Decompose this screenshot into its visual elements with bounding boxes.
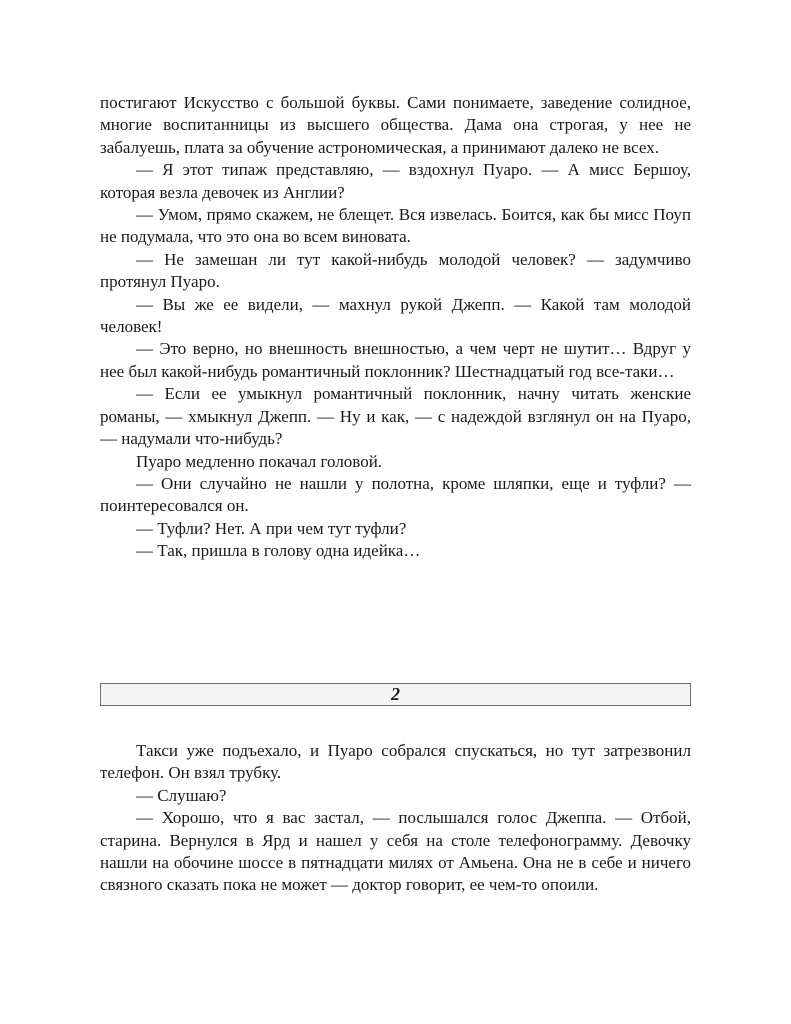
paragraph: — Если ее умыкнул романтичный поклонник, начну читать женские романы, — хмыкнул Джепп. — Ну и как, — с надеждой взглянул он на Пуаро, — надумали что-нибудь? bbox=[100, 384, 691, 449]
chapter-heading bbox=[100, 683, 691, 706]
paragraph: — Туфли? Нет. А при чем тут туфли? bbox=[136, 518, 407, 538]
paragraph: — Не замешан ли тут какой-нибудь молодой человек? — задумчиво протянул Пуаро. bbox=[100, 249, 691, 292]
paragraph: — Хорошо, что я вас застал, — послышался голос Джеппа. — Отбой, старина. Вернулся в Ярд и нашел у себя на столе телефонограмму. Девочку нашли на обочине шоссе в пятнадцати милях от Амьена. Она не в себе и ничего связного сказать пока не может — доктор говорит, ее чем-то опоили. bbox=[100, 808, 691, 895]
paragraph: — Это верно, но внешность внешностью, а чем черт не шутит… Вдруг у нее был какой-нибудь романтичный поклонник? Шестнадцатый год все-таки… bbox=[100, 339, 691, 381]
paragraph: — Они случайно не нашли у полотна, кроме шляпки, еще и туфли? — поинтересовался он. bbox=[100, 473, 691, 516]
paragraph: — Умом, прямо скажем, не блещет. Вся извелась. Боится, как бы мисс Поуп не подумала, что это она во всем виновата. bbox=[100, 205, 691, 247]
paragraph: — Так, пришла в голову одна идейка… bbox=[136, 541, 421, 561]
paragraph: — Слушаю? bbox=[136, 785, 227, 805]
paragraph: — Я этот типаж представляю, — вздохнул Пуаро. — А мисс Бершоу, которая везла девочек из Англии? bbox=[100, 160, 691, 202]
text-block-2 bbox=[100, 740, 691, 897]
text-block-1 bbox=[100, 92, 691, 563]
paragraph: Пуаро медленно покачал головой. bbox=[136, 451, 383, 471]
chapter-number: 2 bbox=[391, 684, 400, 704]
paragraph: Такси уже подъехало, и Пуаро собрался спускаться, но тут затрезвонил телефон. Он взял трубку. bbox=[100, 741, 691, 783]
paragraph: — Вы же ее видели, — махнул рукой Джепп. — Какой там молодой человек! bbox=[100, 294, 691, 337]
paragraph: постигают Искусство с большой буквы. Сами понимаете, заведение солидное, многие воспитанницы из высшего общества. Дама она строгая, у нее не забалуешь, плата за обучение астрономическая, а принимают далеко не всех. bbox=[100, 93, 691, 157]
